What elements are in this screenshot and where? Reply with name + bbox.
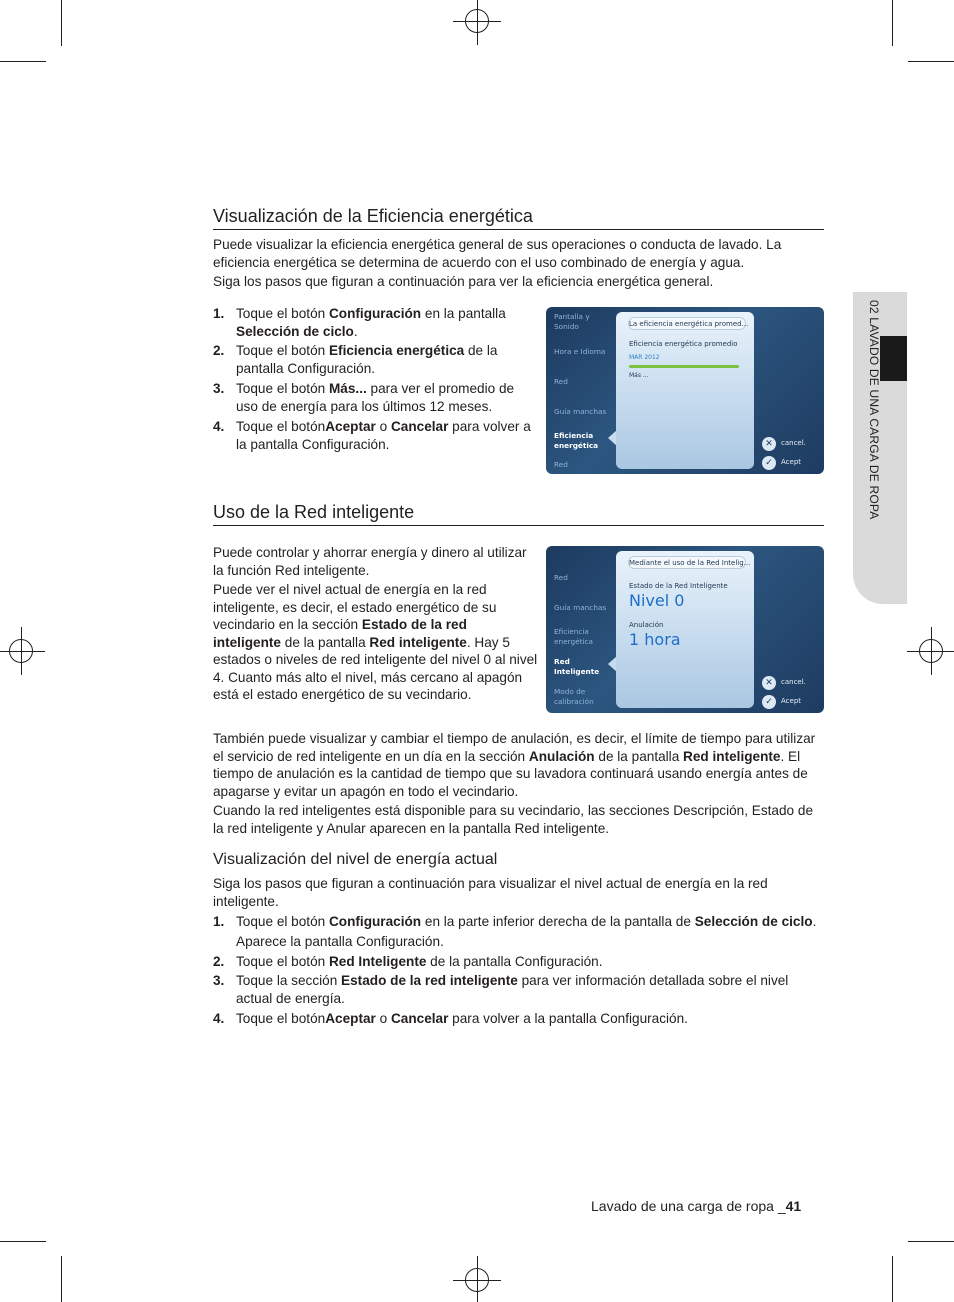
efficiency-label: Eficiencia energética promedio [629, 340, 738, 348]
efficiency-date: MAR 2012 [629, 354, 660, 361]
accept-button[interactable]: ✓ Acept [762, 454, 801, 472]
smart-grid-panel [616, 551, 754, 708]
close-icon: ✕ [762, 437, 776, 451]
subsection-title: Visualización del nivel de energía actual [213, 851, 498, 868]
efficiency-bar [629, 365, 739, 368]
close-icon: ✕ [762, 676, 776, 690]
grid-status-label: Estado de la Red Inteligente [629, 582, 728, 590]
smart-grid-screen [546, 546, 824, 713]
smart-grid-para: Cuando la red inteligentes está disponible para su vecindario, las secciones Descripción, Estado de la red inteligente y Anular aparecen en la pantalla Red inteligente. [213, 803, 813, 836]
crop-mark [892, 1256, 893, 1302]
efficiency-screen [546, 307, 824, 474]
crop-mark [61, 0, 62, 46]
menu-item[interactable]: Red [554, 460, 568, 469]
check-icon: ✓ [762, 456, 776, 470]
crop-mark [0, 61, 46, 62]
crop-mark [0, 1241, 46, 1242]
menu-item-active[interactable]: Red Inteligente [554, 657, 600, 676]
panel-title: La eficiencia energética promed... [629, 320, 749, 328]
registration-mark [907, 627, 954, 675]
menu-item[interactable]: Red [554, 573, 568, 582]
menu-item[interactable]: Guía manchas [554, 603, 607, 612]
chapter-label: 02 LAVADO DE UNA CARGA DE ROPA [867, 300, 881, 520]
page-number: 41 [785, 1198, 802, 1214]
subsection-intro: Siga los pasos que figuran a continuación para visualizar el nivel actual de energía en la red inteligente. [213, 876, 768, 909]
override-label: Anulación [629, 621, 664, 629]
section-title-smart-grid: Uso de la Red inteligente [213, 501, 824, 526]
crop-mark [908, 61, 954, 62]
check-icon: ✓ [762, 695, 776, 709]
chapter-marker [880, 336, 907, 381]
menu-item[interactable]: Guía manchas [554, 407, 607, 416]
menu-item[interactable]: Pantalla y Sonido [554, 312, 590, 331]
registration-mark [453, 1256, 501, 1302]
smart-grid-para: También puede visualizar y cambiar el tiempo de anulación, es decir, el límite de tiempo para utilizar el servicio de red inteligente en un día en la sección Anulación de la pantalla Red inteligente. El tiempo de anulación es la cantidad de tiempo que su lavadora continuará usando energía antes de apagarse y evitar un apagón en todo el vecindario. [213, 731, 816, 799]
override-value[interactable]: 1 hora [629, 630, 681, 649]
panel-title: Mediante el uso de la Red Intelig... [629, 559, 751, 567]
cancel-button[interactable]: ✕ cancel. [762, 435, 806, 453]
smart-grid-para: Puede controlar y ahorrar energía y dinero al utilizar la función Red inteligente. [213, 545, 527, 578]
more-button[interactable]: Más ... [629, 372, 649, 379]
registration-mark [0, 627, 45, 675]
crop-mark [61, 1256, 62, 1302]
menu-item-active[interactable]: Eficiencia energética [554, 431, 599, 450]
menu-item[interactable]: Red [554, 377, 568, 386]
page-footer [591, 1198, 801, 1216]
menu-item[interactable]: Eficiencia energética [554, 627, 593, 646]
efficiency-intro: Puede visualizar la eficiencia energética general de sus operaciones o conducta de lavado. La eficiencia energética se determina de acuerdo con el uso combinado de energía y agua. [213, 237, 782, 270]
accept-button[interactable]: ✓ Acept [762, 693, 801, 711]
menu-item[interactable]: Modo de calibración [554, 687, 594, 706]
settings-menu [546, 307, 616, 474]
efficiency-intro-2: Siga los pasos que figuran a continuación para ver la eficiencia energética general. [213, 274, 714, 289]
footer-text: Lavado de una carga de ropa _ [591, 1198, 786, 1214]
grid-status-value[interactable]: Nivel 0 [629, 591, 685, 610]
menu-item[interactable]: Hora e Idioma [554, 347, 606, 356]
registration-mark [453, 0, 501, 45]
section-title-efficiency: Visualización de la Eficiencia energética [213, 205, 824, 230]
cancel-button[interactable]: ✕ cancel. [762, 674, 806, 692]
smart-grid-para: Puede ver el nivel actual de energía en la red inteligente, es decir, el estado energético de su vecindario en la sección Estado de la red inteligente de la pantalla Red inteligente. Hay 5 estados o niveles de red inteligente del nivel 0 al nivel 4. Cuanto más alto el nivel, más cercano al apagón está el estado energético de su vecindario. [213, 582, 538, 702]
settings-menu [546, 546, 616, 713]
efficiency-panel [616, 312, 754, 469]
crop-mark [908, 1241, 954, 1242]
crop-mark [892, 0, 893, 46]
